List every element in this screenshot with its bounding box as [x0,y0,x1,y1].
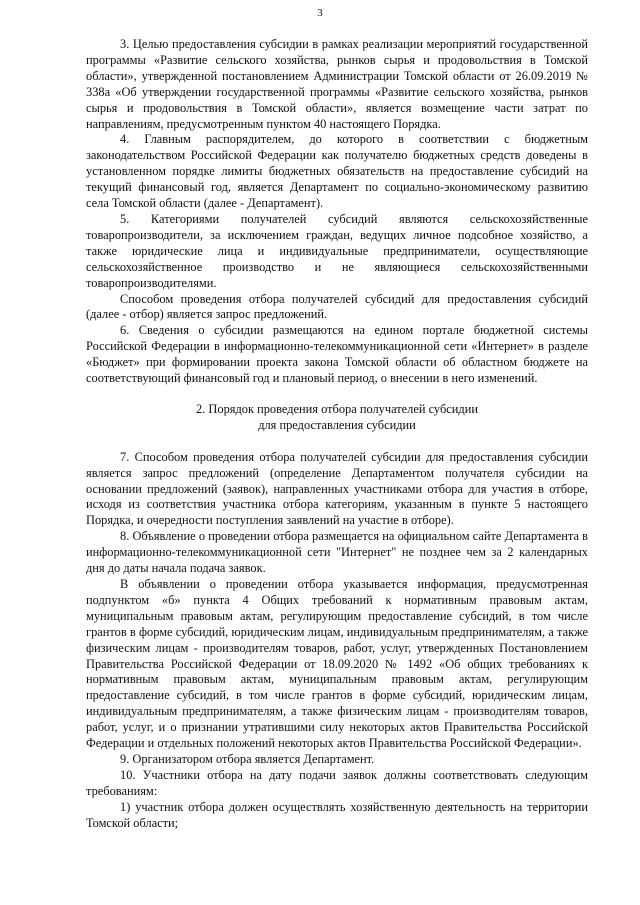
paragraph-10: 10. Участники отбора на дату подачи заявок должны соответствовать следующим требованиям: [86,767,588,798]
paragraph-10-item-1: 1) участник отбора должен осуществлять хозяйственную деятельность на территории Томской области; [86,799,588,830]
paragraph-3: 3. Целью предоставления субсидии в рамках реализации мероприятий государственной программы «Развитие сельского хозяйства, рынков сырья и продовольствия в Томской области», утвержденной постановлением Администрации Томской области от 26.09.2019 № 338а «Об утверждении государственной программы «Развитие сельского хозяйства, рынков сырья и продовольствия в Томской области», является возмещение части затрат по направлениям, предусмотренным пунктом 40 настоящего Порядка. [86,37,588,131]
paragraph-7: 7. Способом проведения отбора получателей субсидии для предоставления субсидии является запрос предложений (определение Департаментом получателя субсидии на основании предложений (заявок), направленных участниками отбора для участия в отборе, исходя из соответствия участника отбора категориям, указанным в пункте 5 настоящего Порядка, и очередности поступления заявлений на участие в отборе). [86,449,588,528]
paragraph-9: 9. Организатором отбора является Департамент. [120,751,375,766]
document-body [86,37,588,832]
section-heading-line-1: 2. Порядок проведения отбора получателей субсидии [196,401,478,416]
paragraph-6: 6. Сведения о субсидии размещаются на едином портале бюджетной системы Российской Федерации в информационно-телекоммуникационной сети «Интернет» в разделе «Бюджет» при формировании проекта закона Томской области об областном бюджете на соответствующий финансовый год и плановый период, о внесении в него изменений. [86,323,588,386]
paragraph-selection-method: Способом проведения отбора получателей субсидий для предоставления субсидий (далее - отбор) является запрос предложений. [86,291,588,322]
section-heading-line-2: для предоставления субсидии [258,417,416,432]
page-number: 3 [317,7,323,19]
paragraph-8: 8. Объявление о проведении отбора размещается на официальном сайте Департамента в информационно-телекоммуникационной сети "Интернет" не позднее чем за 2 календарных дня до даты начала подача заявок. [86,529,588,576]
paragraph-4: 4. Главным распорядителем, до которого в соответствии с бюджетным законодательством Российской Федерации как получателю бюджетных средств доведены в установленном порядке лимиты бюджетных обязательств на предоставление субсидий на текущий финансовый год, является Департамент по социально-экономическому развитию села Томской области (далее - Департамент). [86,132,588,211]
paragraph-5: 5. Категориями получателей субсидий являются сельскохозяйственные товаропроизводители, за исключением граждан, ведущих личное подсобное хозяйство, а также юридические лица и индивидуальные предприниматели, осуществляющие сельскохозяйственное производство и не являющиеся сельскохозяйственными товаропроизводителями. [86,211,588,290]
paragraph-announcement-info: В объявлении о проведении отбора указывается информация, предусмотренная подпунктом «б» пункта 4 Общих требований к нормативным правовым актам, муниципальным правовым актам, регулирующим предоставление субсидий, в том числе грантов в форме субсидий, юридическим лицам, индивидуальным предпринимателям, а также физическим лицам - производителям товаров, работ, услуг, утвержденных Постановлением Правительства Российской Федерации от 18.09.2020 № 1492 «Об общих требованиях к нормативным правовым актам, муниципальным правовым актам, регулирующим предоставление субсидий, в том числе грантов в форме субсидий, юридическим лицам, индивидуальным предпринимателям, а также физическим лицам - производителям товаров, работ, услуг, и о признании утратившими силу некоторых актов Правительства Российской Федерации и отдельных положений некоторых актов Правительства Российской Федерации». [86,577,588,751]
section-heading [86,402,588,434]
